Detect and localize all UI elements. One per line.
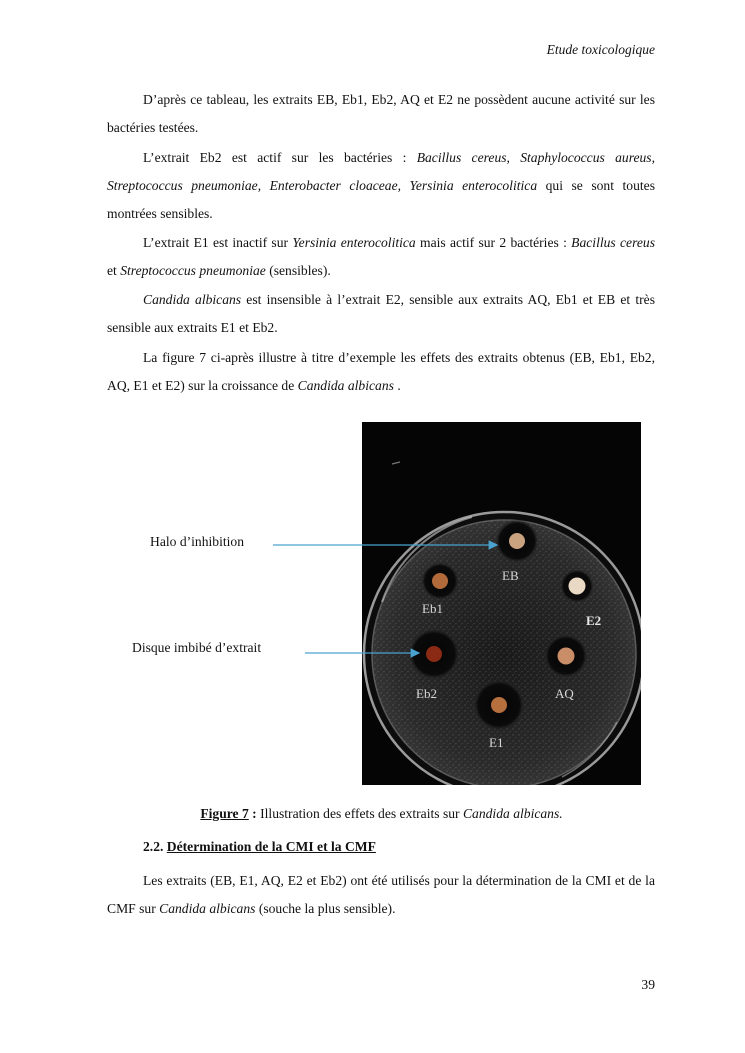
label-eb2: Eb2 bbox=[416, 686, 437, 701]
figure-caption-species: Candida albicans. bbox=[462, 806, 563, 821]
running-header: Etude toxicologique bbox=[546, 42, 655, 57]
label-e1: E1 bbox=[489, 735, 504, 750]
annotation-halo: Halo d’inhibition bbox=[150, 534, 245, 549]
paragraph-5 bbox=[107, 344, 655, 400]
paragraph-4 bbox=[107, 286, 655, 342]
figure-colon: : bbox=[248, 806, 257, 821]
disc-eb1 bbox=[432, 573, 448, 589]
figure-label: Figure 7 bbox=[200, 806, 249, 821]
disc-e1 bbox=[491, 697, 507, 713]
section-heading bbox=[143, 839, 376, 855]
paragraph-2-text-c: qui se sont toutes montrées sensibles. bbox=[107, 178, 655, 221]
paragraph-3 bbox=[107, 229, 655, 285]
paragraph-3-text-e: et bbox=[107, 263, 121, 278]
paragraph-6 bbox=[107, 867, 655, 923]
label-eb: EB bbox=[502, 568, 519, 583]
label-aq: AQ bbox=[555, 686, 574, 701]
disc-e2 bbox=[569, 578, 586, 595]
paragraph-4-species: Candida albicans bbox=[143, 292, 242, 307]
paragraph-6-species: Candida albicans bbox=[159, 901, 256, 916]
paragraph-3-species-b: Bacillus cereus bbox=[571, 235, 655, 250]
paragraph-3-species-c: Streptococcus pneumoniae bbox=[120, 263, 266, 278]
paragraph-5-species: Candida albicans bbox=[297, 378, 394, 393]
paragraph-3-species-a: Yersinia enterocolitica bbox=[292, 235, 416, 250]
paragraph-5-text-a: La figure 7 ci-après illustre à titre d’exemple les effets des extraits obtenus (EB, Eb1, Eb2, AQ, E1 et E2) sur la croissance de bbox=[107, 350, 655, 393]
section-title: Détermination de la CMI et la CMF bbox=[166, 839, 376, 854]
section-number: 2.2. bbox=[143, 839, 167, 854]
annotation-disque: Disque imbibé d’extrait bbox=[132, 640, 262, 655]
page-number: 39 bbox=[641, 977, 655, 992]
paragraph-6-text-a: Les extraits (EB, E1, AQ, E2 et Eb2) ont été utilisés pour la détermination de la CMI et de la CMF sur bbox=[107, 873, 655, 916]
disc-eb2 bbox=[426, 646, 442, 662]
paragraph-5-text-c: . bbox=[393, 378, 401, 393]
paragraph-4-text: est insensible à l’extrait E2, sensible aux extraits AQ, Eb1 et EB et très sensible aux extraits E1 et Eb2. bbox=[107, 292, 655, 335]
paragraph-2-text-a: L’extrait Eb2 est actif sur les bactéries : bbox=[143, 150, 417, 165]
figure-caption bbox=[0, 806, 745, 822]
label-eb1: Eb1 bbox=[422, 601, 443, 616]
paragraph-2 bbox=[107, 144, 655, 228]
paragraph-2-species-list: Bacillus cereus, Staphylococcus aureus, Streptococcus pneumoniae, Enterobacter cloaceae, Yersinia enterocolitica bbox=[107, 150, 655, 193]
figure-caption-text: Illustration des effets des extraits sur bbox=[256, 806, 463, 821]
paragraph-1: D’après ce tableau, les extraits EB, Eb1, Eb2, AQ et E2 ne possèdent aucune activité sur les bactéries testées. bbox=[107, 92, 655, 135]
petri-dish-illustration bbox=[362, 422, 641, 785]
petri-dish-photo bbox=[362, 422, 641, 785]
paragraph-6-text-c: (souche la plus sensible). bbox=[255, 901, 396, 916]
label-e2: E2 bbox=[586, 613, 602, 628]
paragraph-3-text-a: L’extrait E1 est inactif sur bbox=[143, 235, 293, 250]
paragraph-3-text-c: mais actif sur 2 bactéries : bbox=[415, 235, 572, 250]
disc-eb bbox=[509, 533, 525, 549]
paragraph-3-text-g: (sensibles). bbox=[265, 263, 331, 278]
disc-aq bbox=[558, 648, 575, 665]
